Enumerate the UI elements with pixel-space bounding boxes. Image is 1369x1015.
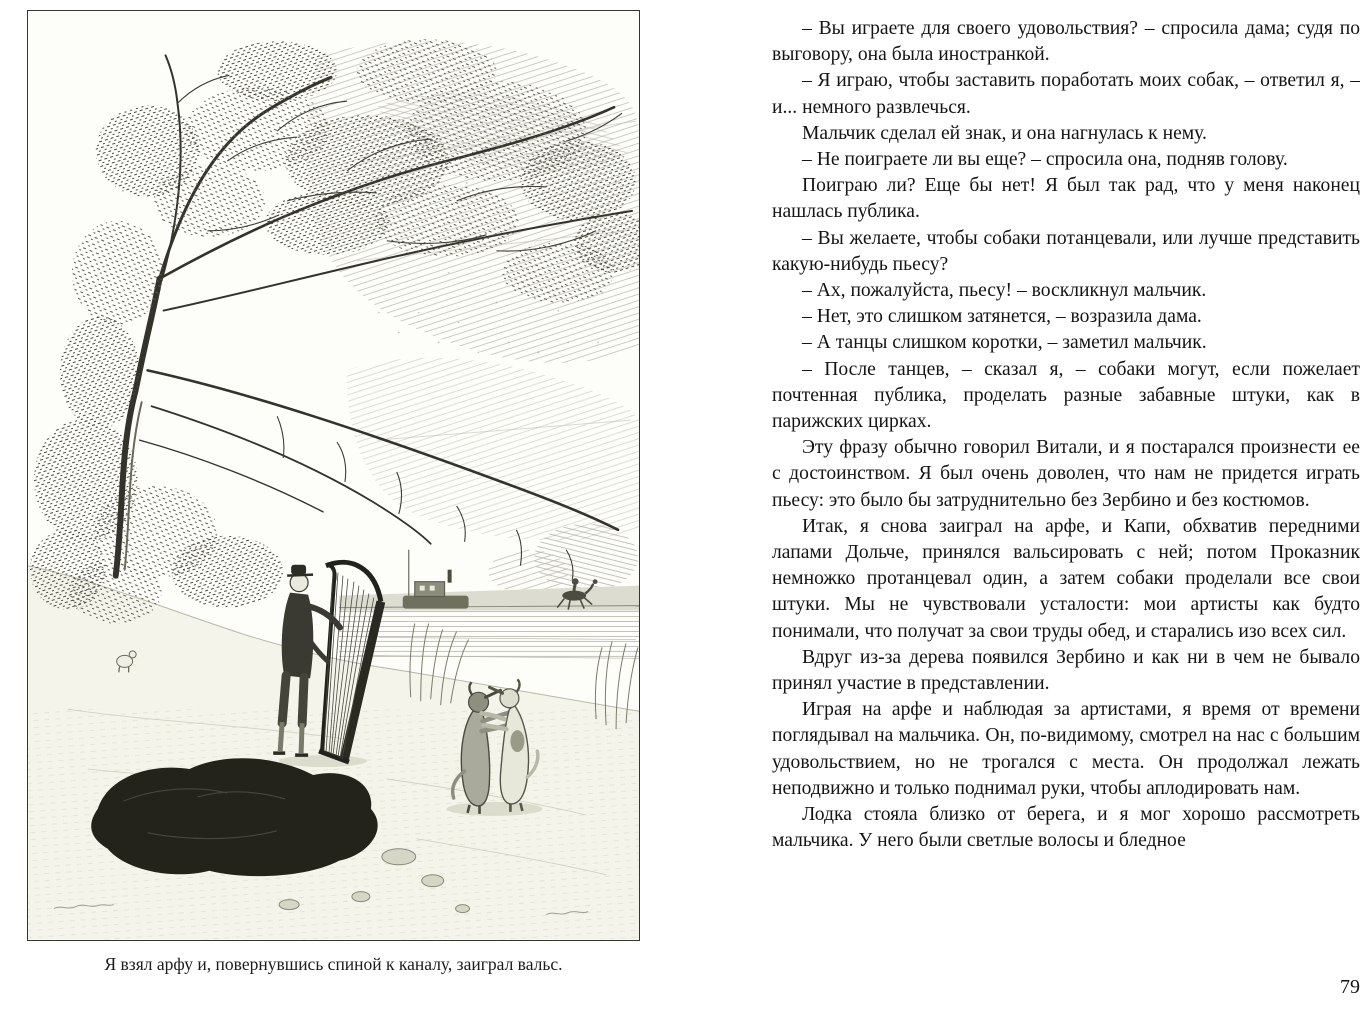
paragraph: Поиграю ли? Еще бы нет! Я был так рад, что у меня наконец нашлась публика. — [772, 175, 1360, 223]
paragraph: Вдруг из-за дерева появился Зербино и как ни в чем не бывало принял участие в представлении. — [772, 646, 1360, 695]
paragraph: – Вы играете для своего удовольствия? – спросила дама; судя по выговору, она была иностранкой. — [772, 18, 1360, 66]
paragraph: – Я играю, чтобы заставить поработать моих собак, – ответил я, – и... немного развлечься. — [772, 70, 1360, 118]
text-column — [772, 16, 1360, 855]
paragraph: – Ах, пожалуйста, пьесу! – воскликнул мальчик. — [802, 280, 1207, 302]
paragraph: – А танцы слишком коротки, – заметил мальчик. — [802, 332, 1207, 354]
illustration-frame — [27, 10, 640, 941]
engraving-boy-harpist-with-dancing-dogs — [28, 11, 639, 940]
illustration-caption: Я взял арфу и, повернувшись спиной к каналу, заиграл вальс. — [104, 954, 563, 974]
page-number: 79 — [1340, 976, 1360, 998]
paragraph: – После танцев, – сказал я, – собаки могут, если пожелает почтенная публика, проделать разные забавные штуки, как в парижских цирках. — [772, 358, 1360, 433]
paragraph: – Нет, это слишком затянется, – возразила дама. — [802, 306, 1202, 328]
paragraph: Мальчик сделал ей знак, и она нагнулась к нему. — [802, 122, 1207, 144]
paragraph: Играя на арфе и наблюдая за артистами, я время от времени поглядывал на мальчика. Он, по-видимому, смотрел на нас с большим удовольствием, но не трогался с места. Он продолжал лежать неподвижно и только поднимал руки, чтобы аплодировать нам. — [772, 699, 1360, 799]
paragraph: Лодка стояла близко от берега, и я мог хорошо рассмотреть мальчика. У него были светлые волосы и бледное — [772, 804, 1360, 852]
paragraph: Эту фразу обычно говорил Витали, и я постарался произнести ее с достоинством. Я был очень доволен, что нам не придется играть пьесу: это было бы затруднительно без Зербино и без костюмов. — [772, 437, 1360, 511]
paragraph: – Не поиграете ли вы еще? – спросила она, подняв голову. — [802, 149, 1288, 171]
paragraph: – Вы желаете, чтобы собаки потанцевали, или лучше представить какую-нибудь пьесу? — [772, 227, 1360, 275]
illustration-figure — [27, 10, 640, 974]
paragraph: Итак, я снова заиграл на арфе, и Капи, обхватив передними лапами Дольче, принялся вальсировать с ней; потом Проказник немножко протанцевал один, а затем собаки проделали все свои штуки. Мы не чувствовали усталости: мои артисты как будто понимали, что получат за свои труды обед, и старались изо всех сил. — [772, 515, 1360, 642]
